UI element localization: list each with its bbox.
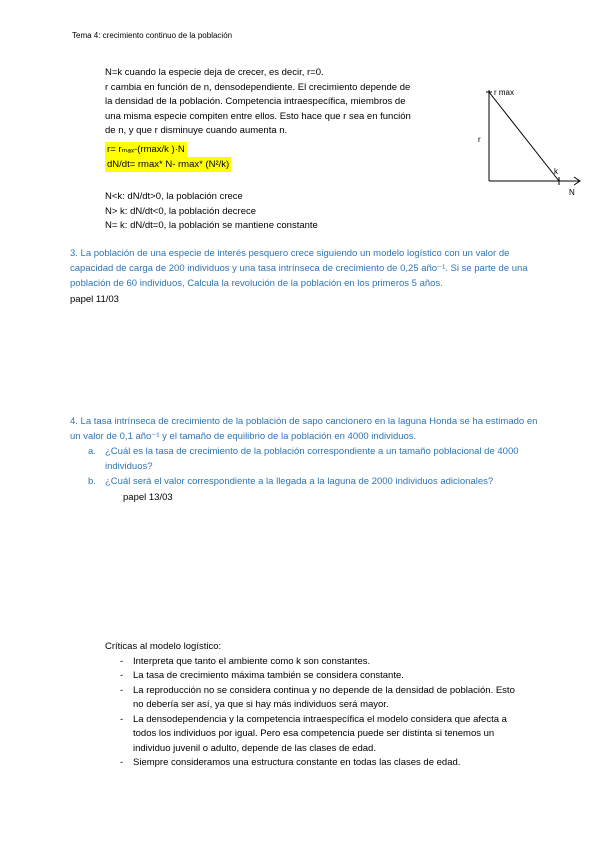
question-3-block [70, 246, 542, 307]
text-line: N= k: dN/dt=0, la población se mantiene constante [105, 220, 318, 231]
list-item-text: Interpreta que tanto el ambiente como k son constantes. [133, 655, 371, 667]
r-vs-n-graph [477, 84, 589, 200]
critiques-title: Críticas al modelo logístico: [105, 641, 222, 652]
list-item [105, 713, 523, 757]
page-header-title: Tema 4: crecimiento continuo de la población [72, 31, 233, 40]
question-4-subitems [88, 444, 542, 489]
text-line: r cambia en función de n, densodependiente. El crecimiento depende de [105, 81, 411, 93]
text-line: N=k cuando la especie deja de crecer, es decir, r=0. [105, 67, 324, 78]
list-item-text: La reproducción no se considera continua y no depende de la densidad de población. Esto no debería ser así, ya que si hay más individuos será mayor. [133, 684, 515, 710]
text-line: una misma especie compiten entre ellos. Esto hace que r sea en función [105, 110, 411, 122]
formula-block [105, 142, 231, 172]
list-item [105, 655, 523, 670]
list-item-text: ¿Cuál será el valor correspondiente a la llegada a la laguna de 2000 individuos adicionales? [105, 476, 494, 487]
formula-r-highlighted: r= rₘₐₓ-(rmax/k )·N [107, 144, 185, 155]
list-item-label: b. [88, 476, 96, 487]
r-vs-n-graph-svg [477, 84, 589, 200]
list-item-text: La tasa de crecimiento máxima también se considera constante. [133, 670, 404, 681]
list-item [105, 756, 523, 771]
rmax-label: r max [494, 88, 514, 97]
bullet-dash: - [120, 713, 124, 725]
formula-row [105, 142, 231, 157]
conditions-paragraph [105, 190, 485, 234]
k-label: k [554, 167, 558, 176]
bullet-dash: - [120, 684, 124, 696]
text-line: N<k: dN/dt>0, la población crece [105, 191, 243, 202]
critiques-section [105, 640, 523, 771]
question-4-block [70, 414, 542, 505]
list-item-text: Siempre consideramos una estructura constante en todas las clases de edad. [133, 757, 461, 768]
r-decline-line [489, 92, 559, 181]
list-item [105, 684, 523, 713]
list-item [88, 474, 542, 489]
bullet-dash: - [120, 670, 124, 681]
question-4-text: 4. La tasa intrínseca de crecimiento de la población de sapo cancionero en la laguna Honda se ha estimado en un valor de 0,1 año⁻¹ y el tamaño de equilibrio de la población en 4000 individuos. [70, 416, 538, 442]
text-line: la densidad de la población. Competencia intraespecífica, miembros de [105, 96, 406, 107]
y-axis-label: r [478, 135, 481, 144]
question-3-note: papel 11/03 [70, 294, 119, 305]
list-item [88, 444, 542, 474]
formula-dndt-highlighted: dN/dt= rmax* N- rmax* (N²/k) [107, 159, 230, 170]
list-item-text: La densodependencia y la competencia intraespecífica el modelo considera que afecta a todos los individuos por igual. Pero esa competencia puede ser distinta si tenemos un individuo juvenil o adulto, depende de las clases de edad. [133, 713, 507, 754]
question-3-text: 3. La población de una especie de interés pesquero crece siguiendo un modelo logístico con un valor de capacidad de carga de 200 individuos y una tasa intrínseca de crecimiento de 0,25 año⁻¹. Si se parte de una población de 60 individuos, Calcula la revolución de la población en los primeros 5 años. [70, 248, 528, 289]
list-item [105, 669, 523, 684]
text-line: N> k: dN/dt<0, la población decrece [105, 205, 257, 217]
formula-row [105, 157, 231, 172]
bullet-dash: - [120, 757, 124, 768]
bullet-dash: - [120, 655, 124, 667]
x-axis-label: N [569, 188, 575, 197]
list-item-text: ¿Cuál es la tasa de crecimiento de la población correspondiente a un tamaño poblacional de 4000 individuos? [105, 446, 519, 472]
intro-paragraph [105, 66, 485, 139]
question-4-note: papel 13/03 [123, 492, 173, 503]
list-item-label: a. [88, 446, 96, 457]
text-line: de n, y que r disminuye cuando aumenta n. [105, 125, 288, 136]
